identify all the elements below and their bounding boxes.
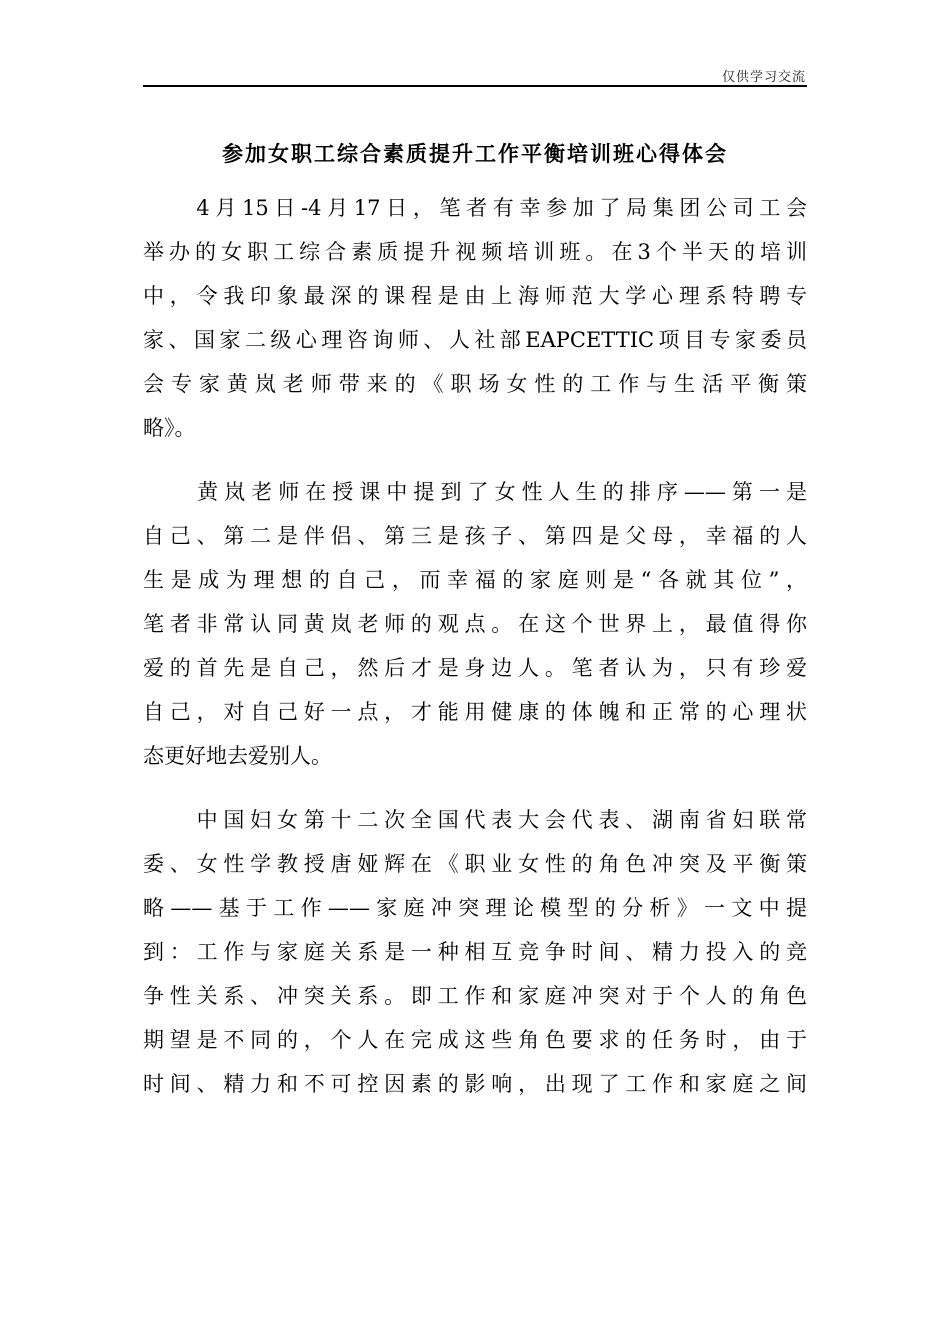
paragraph-line: 中，令我印象最深的课程是由上海师范大学心理系特聘专 [143,284,807,308]
paragraph-line: 生是成为理想的自己，而幸福的家庭则是“各就其位”， [143,568,807,592]
paragraph [143,186,807,450]
document-title: 参加女职工综合素质提升工作平衡培训班心得体会 [222,141,728,166]
paragraph-line: 黄岚老师在授课中提到了女性人生的排序——第一是 [143,480,807,504]
paragraph-line: 爱的首先是自己，然后才是身边人。笔者认为，只有珍爱 [143,656,807,680]
document-body [143,186,807,1106]
paragraph-line: 笔者非常认同黄岚老师的观点。在这个世界上，最值得你 [143,612,807,636]
paragraph-spacing [143,450,807,470]
paragraph-line: 会专家黄岚老师带来的《职场女性的工作与生活平衡策 [143,372,807,396]
paragraph [143,798,807,1106]
paragraph-line: 时间、精力和不可控因素的影响，出现了工作和家庭之间 [143,1072,807,1096]
paragraph-spacing [143,778,807,798]
paragraph-line: 家、国家二级心理咨询师、人社部EAPCETTIC项目专家委员 [143,328,807,352]
paragraph-line: 4月15日-4月17日，笔者有幸参加了局集团公司工会 [143,196,807,220]
paragraph-line: 略》。 [143,416,196,440]
header-divider [143,85,807,87]
paragraph-line: 争性关系、冲突关系。即工作和家庭冲突对于个人的角色 [143,984,807,1008]
paragraph [143,470,807,778]
paragraph-line: 举办的女职工综合素质提升视频培训班。在3个半天的培训 [143,240,807,264]
header-note: 仅供学习交流 [721,70,806,85]
paragraph-line: 委、女性学教授唐娅辉在《职业女性的角色冲突及平衡策 [143,852,807,876]
paragraph-line: 期望是不同的，个人在完成这些角色要求的任务时，由于 [143,1028,807,1052]
paragraph-line: 自己，对自己好一点，才能用健康的体魄和正常的心理状 [143,700,807,724]
paragraph-line: 略——基于工作——家庭冲突理论模型的分析》一文中提 [143,896,807,920]
paragraph-line: 到：工作与家庭关系是一种相互竞争时间、精力投入的竞 [143,940,807,964]
paragraph-line: 中国妇女第十二次全国代表大会代表、湖南省妇联常 [143,808,807,832]
paragraph-line: 自己、第二是伴侣、第三是孩子、第四是父母，幸福的人 [143,524,807,548]
paragraph-line: 态更好地去爱别人。 [143,744,332,768]
